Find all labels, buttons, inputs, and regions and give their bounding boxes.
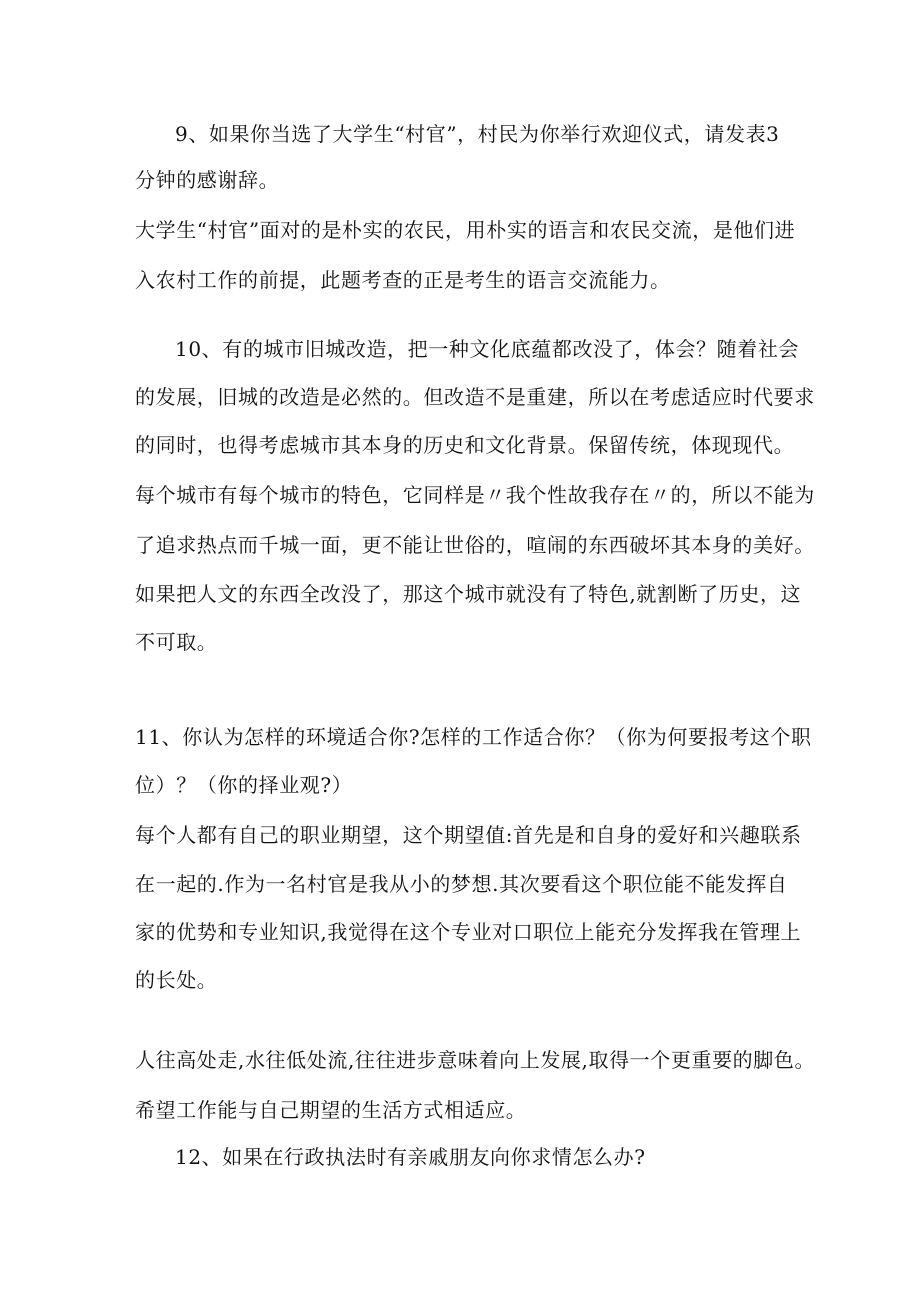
q10-question-line-2: 的发展，旧城的改造是必然的。但改造不是重建，所以在考虑适应时代要求	[135, 385, 815, 409]
q11-question-line-2: 位）？（你的择业观?）	[135, 773, 353, 797]
q11-answer2-line-2: 希望工作能与自己期望的生活方式相适应。	[135, 1098, 527, 1122]
q11-answer-line-1: 每个人都有自己的职业期望，这个期望值:首先是和自身的爱好和兴趣联系	[135, 823, 802, 847]
q11-answer-line-3: 家的优势和专业知识,我觉得在这个专业对口职位上能充分发挥我在管理上	[135, 920, 802, 944]
q10-answer-line-2: 了追求热点而千城一面，更不能让世俗的，喧闹的东西破坏其本身的美好。	[135, 533, 815, 557]
q9-question-line-1: 9、如果你当选了大学生“村官”，村民为你举行欢迎仪式，请发表3	[175, 122, 780, 146]
q9-question-line-2: 分钟的感谢辞。	[135, 168, 280, 192]
q11-answer2-line-1: 人往高处走,水往低处流,往往进步意味着向上发展,取得一个更重要的脚色。	[135, 1048, 816, 1072]
q11-answer-line-2: 在一起的.作为一名村官是我从小的梦想.其次要看这个职位能不能发挥自	[135, 872, 788, 896]
q10-answer-line-4: 不可取。	[135, 630, 218, 654]
q11-question-line-1: 11、你认为怎样的环境适合你?怎样的工作适合你？（你为何要报考这个职	[135, 725, 812, 749]
q9-answer-line-1: 大学生“村官”面对的是朴实的农民，用朴实的语言和农民交流，是他们进	[135, 218, 796, 242]
q12-question-line-1: 12、如果在行政执法时有亲戚朋友向你求情怎么办?	[175, 1145, 646, 1169]
q9-answer-line-2: 入农村工作的前提，此题考查的正是考生的语言交流能力。	[135, 268, 671, 292]
q10-question-line-3: 的同时，也得考虑城市其本身的历史和文化背景。保留传统，体现现代。	[135, 433, 795, 457]
q11-answer-line-4: 的长处。	[135, 968, 218, 992]
q10-answer-line-3: 如果把人文的东西全改没了，那这个城市就没有了特色,就割断了历史，这	[135, 582, 802, 606]
q10-question-line-1: 10、有的城市旧城改造，把一种文化底蕴都改没了，体会？随着社会	[175, 337, 800, 361]
q10-answer-line-1: 每个城市有每个城市的特色，它同样是〃我个性故我存在〃的，所以不能为	[135, 483, 815, 507]
